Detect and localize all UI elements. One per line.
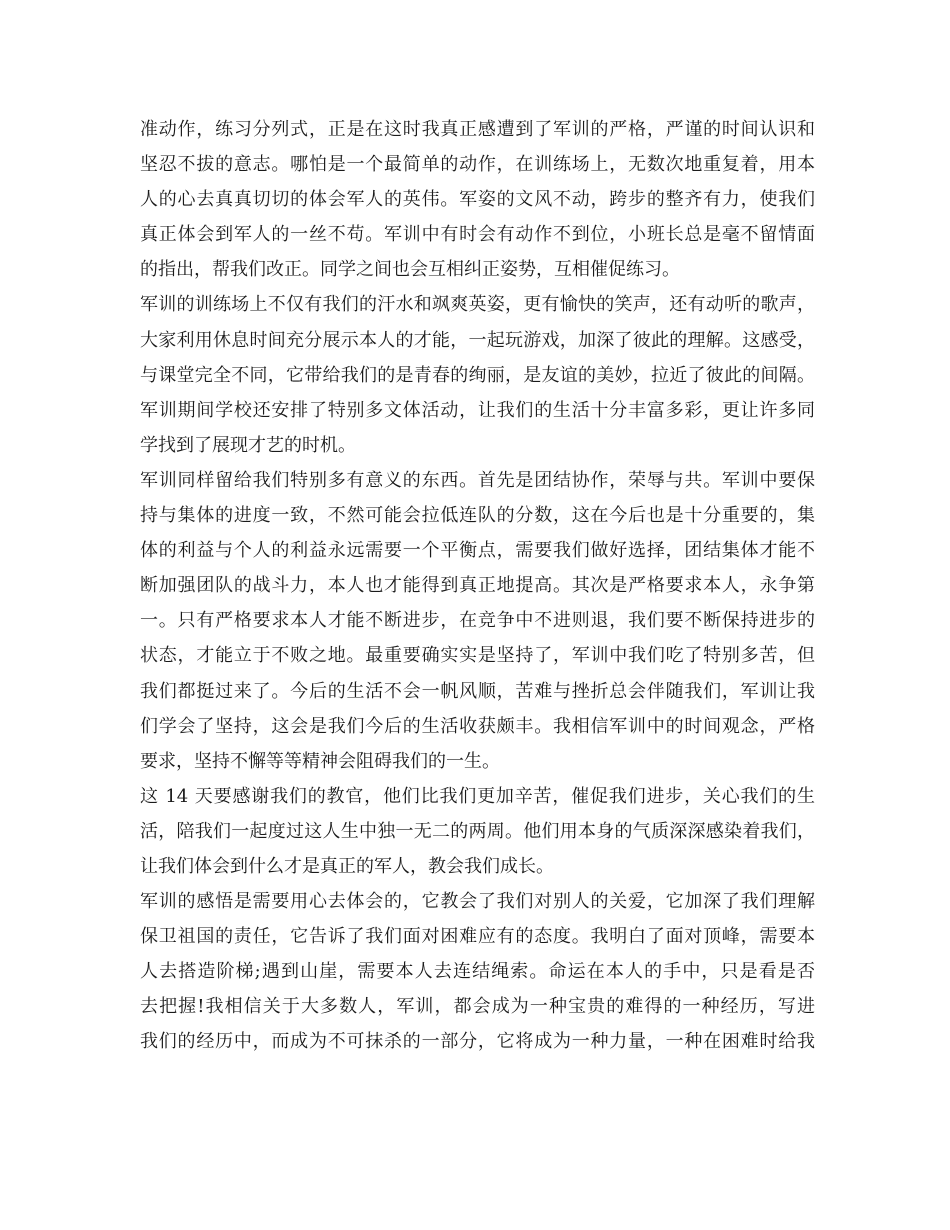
text-line: 大家利用休息时间充分展示本人的才能，一起玩游戏，加深了彼此的理解。这感受，	[140, 329, 815, 351]
paragraph	[140, 884, 815, 1059]
paragraph	[140, 463, 815, 779]
text-line: 坚忍不拔的意志。哪怕是一个最简单的动作，在训练场上，无数次地重复着，用本	[140, 154, 815, 176]
text-line: 这 14 天要感谢我们的教官，他们比我们更加辛苦，催促我们进步，关心我们的生	[140, 785, 815, 807]
text-line: 保卫祖国的责任，它告诉了我们面对困难应有的态度。我明白了面对顶峰，需要本	[140, 926, 815, 948]
text-line: 活，陪我们一起度过这人生中独一无二的两周。他们用本身的气质深深感染着我们，	[140, 820, 815, 842]
text-line: 与课堂完全不同，它带给我们的是青春的绚丽，是友谊的美妙，拉近了彼此的间隔。	[140, 364, 815, 386]
body-text	[140, 112, 815, 1060]
text-line: 军训同样留给我们特别多有意义的东西。首先是团结协作，荣辱与共。军训中要保	[140, 469, 815, 491]
text-line: 人的心去真真切切的体会军人的英伟。军姿的文风不动，跨步的整齐有力，使我们	[140, 189, 815, 211]
text-line: 学找到了展现才艺的时机。	[140, 434, 356, 456]
text-line: 真正体会到军人的一丝不苟。军训中有时会有动作不到位，小班长总是毫不留情面	[140, 224, 815, 246]
text-line: 我们的经历中，而成为不可抹杀的一部分，它将成为一种力量，一种在困难时给我	[140, 1031, 815, 1053]
text-line: 军训的感悟是需要用心去体会的，它教会了我们对别人的关爱，它加深了我们理解	[140, 891, 815, 913]
text-line: 一。只有严格要求本人才能不断进步，在竞争中不进则退，我们要不断保持进步的	[140, 610, 815, 632]
text-line: 断加强团队的战斗力，本人也才能得到真正地提高。其次是严格要求本人，永争第	[140, 575, 815, 597]
text-line: 的指出，帮我们改正。同学之间也会互相纠正姿势，互相催促练习。	[140, 259, 680, 281]
text-line: 人去搭造阶梯;遇到山崖，需要本人去连结绳索。命运在本人的手中，只是看是否	[140, 961, 815, 983]
text-line: 持与集体的进度一致，不然可能会拉低连队的分数，这在今后也是十分重要的，集	[140, 505, 815, 527]
text-line: 去把握!我相信关于大多数人，军训，都会成为一种宝贵的难得的一种经历，写进	[140, 996, 815, 1018]
text-line: 们学会了坚持，这会是我们今后的生活收获颇丰。我相信军训中的时间观念，严格	[140, 715, 815, 737]
paragraph	[140, 112, 815, 287]
text-line: 体的利益与个人的利益永远需要一个平衡点，需要我们做好选择，团结集体才能不	[140, 540, 815, 562]
text-line: 要求，坚持不懈等等精神会阻碍我们的一生。	[140, 750, 500, 772]
text-line: 我们都挺过来了。今后的生活不会一帆风顺，苦难与挫折总会伴随我们，军训让我	[140, 680, 815, 702]
paragraph	[140, 287, 815, 462]
text-line: 军训的训练场上不仅有我们的汗水和飒爽英姿，更有愉快的笑声，还有动听的歌声，	[140, 294, 815, 316]
text-line: 准动作，练习分列式，正是在这时我真正感遭到了军训的严格，严谨的时间认识和	[140, 119, 815, 140]
paragraph	[140, 779, 815, 884]
text-line: 军训期间学校还安排了特别多文体活动，让我们的生活十分丰富多彩，更让许多同	[140, 399, 815, 421]
text-line: 让我们体会到什么才是真正的军人，教会我们成长。	[140, 855, 554, 877]
text-line: 状态，才能立于不败之地。最重要确实实是坚持了，军训中我们吃了特别多苦，但	[140, 645, 815, 667]
